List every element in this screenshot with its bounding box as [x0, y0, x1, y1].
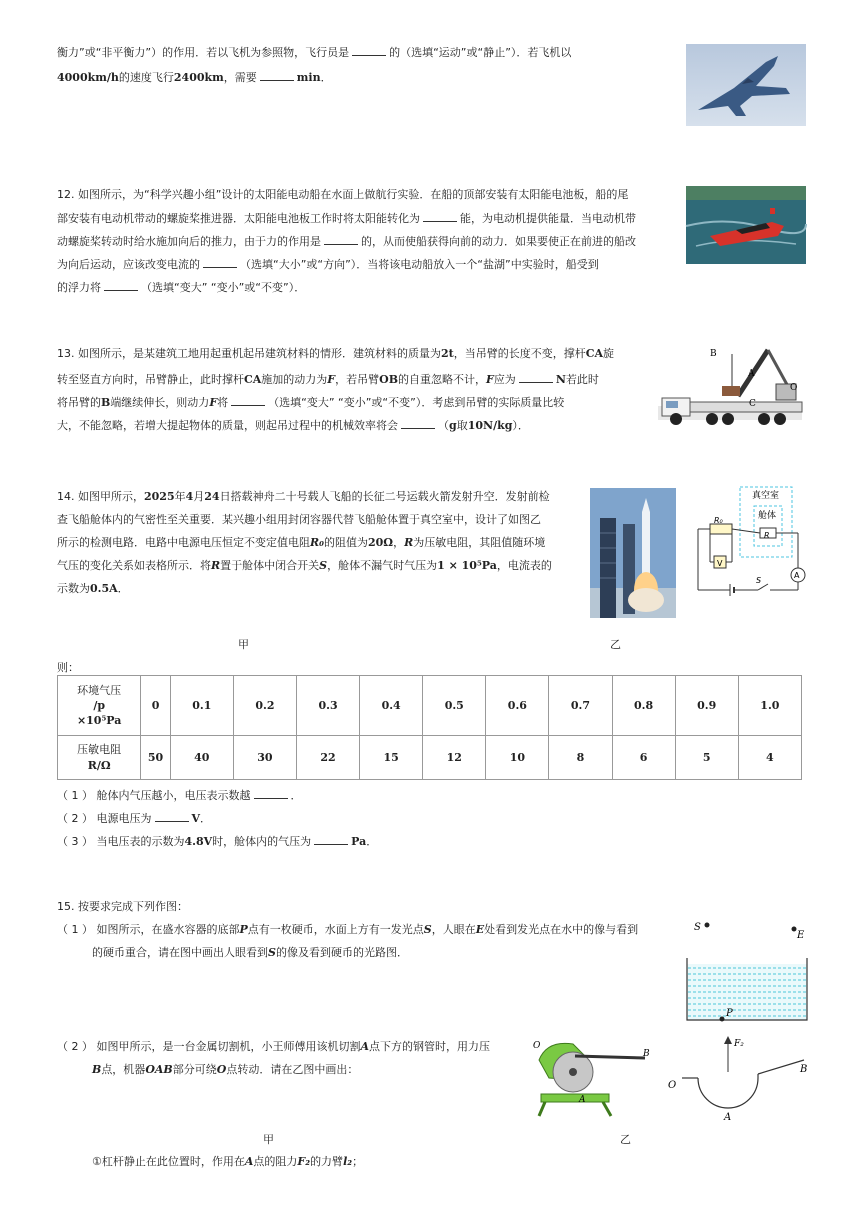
q11-text: 的（选填“运动”或“静止”）．若飞机以	[389, 46, 572, 59]
table-cell: 12	[423, 736, 486, 780]
q13-text: 施加的动力为	[261, 373, 328, 386]
q15-text: 点转动．请在乙图中画出：	[226, 1063, 359, 1076]
q15-text: ，人眼在	[431, 923, 476, 936]
crane-label-a: A	[748, 369, 755, 379]
table-cell: 30	[233, 736, 296, 780]
q13-label: CA	[585, 347, 604, 360]
q14-text: 月	[193, 490, 205, 503]
q14-num: 4.8V	[184, 835, 213, 848]
crane-label-c: C	[749, 399, 756, 409]
q13-text: （	[438, 419, 449, 432]
q14-text: 时，舱体内的气压为	[212, 835, 312, 848]
q14-text: （ 2 ） 电源电压为	[57, 812, 152, 825]
q12-line3	[57, 234, 636, 249]
q14-text: ．	[366, 835, 378, 848]
header-text: /p	[93, 699, 106, 712]
q13-mass: 2t	[441, 347, 454, 360]
q13-text: 的自重忽略不计，	[398, 373, 486, 386]
force-f2-label: F₂	[734, 1039, 744, 1049]
q14-line2	[57, 513, 541, 527]
answer-blank[interactable]	[423, 211, 457, 222]
q15-var: F₂	[297, 1155, 311, 1168]
q12-line1	[57, 188, 628, 202]
answer-blank[interactable]	[314, 834, 348, 845]
q15-var: A	[360, 1040, 370, 1053]
q14-text: ，舱体不漏气时气压为	[327, 559, 438, 572]
q12-text: 的，从而使船获得向前的动力．如果要使正在前进的船改	[361, 235, 636, 248]
table-cell: 10	[486, 736, 549, 780]
q14-unit: V	[191, 812, 201, 825]
q15-text: 的硬币重合，请在图中画出人眼看到	[92, 946, 268, 959]
q13-text: 应为	[493, 373, 516, 386]
q12-line2	[57, 211, 636, 226]
header-text: 压敏电阻	[77, 742, 122, 756]
table-cell: 15	[360, 736, 423, 780]
q13-var: F	[209, 396, 218, 409]
q14-var: R	[211, 559, 221, 572]
cutter-label-a: A	[579, 1095, 586, 1105]
q14-var: R	[404, 536, 414, 549]
q12-text: （选填“变大” “变小”或“不变”）．	[141, 281, 306, 294]
q13-var: F	[327, 373, 336, 386]
q14-var: R₀	[310, 536, 324, 549]
q14-text: （ 1 ） 舱体内气压越小，电压表示数越	[57, 789, 251, 802]
q15-text: 点，机器	[101, 1063, 146, 1076]
q13-text: 端继续伸长，则动力	[110, 396, 210, 409]
q14-text: 为压敏电阻，其阻值随环境	[413, 536, 546, 549]
q14-line3	[57, 536, 545, 550]
answer-blank[interactable]	[231, 395, 265, 406]
q11-text: 的速度飞行	[118, 71, 174, 84]
q14-unit: Pa	[351, 835, 367, 848]
q13-line4	[57, 418, 529, 433]
pressure-row	[58, 676, 802, 736]
q13-text: 若此时	[565, 373, 599, 386]
q15-text: 点有一枚硬币，水面上方有一发光点	[247, 923, 424, 936]
q14-text: 的阻值为	[323, 536, 368, 549]
q12-line4	[57, 257, 599, 272]
q12-line5	[57, 280, 305, 295]
q15-text: 处看到发光点在水中的像与看到	[484, 923, 639, 936]
q14-text: ．	[200, 812, 212, 825]
q14-num: 0.5A	[90, 582, 118, 595]
answer-blank[interactable]	[324, 234, 358, 245]
pressure-resistance-table	[57, 675, 802, 780]
switch-label: S	[756, 576, 762, 585]
q15-var: OAB	[145, 1063, 173, 1076]
q15-var: S	[423, 923, 432, 936]
answer-blank[interactable]	[352, 45, 386, 56]
pivot-o-label: O	[668, 1080, 677, 1091]
q15-p2-line1	[57, 1040, 490, 1054]
q13-text: ）．	[512, 419, 529, 432]
figure-jia-label: 甲	[238, 638, 249, 651]
q14-sub1	[57, 788, 302, 803]
cutter-label-b: B	[643, 1049, 650, 1059]
table-cell: 0.7	[549, 676, 612, 736]
q13-value: 10N/kg	[467, 419, 513, 432]
q14-text: 日搭载神舟二十号载人飞船的长征二号运载火箭发射升空．发射前检	[219, 490, 550, 503]
table-cell: 8	[549, 736, 612, 780]
q13-unit: N	[555, 373, 566, 386]
q12-text: 部安装有电动机带动的螺旋桨推进器．太阳能电池板工作时将太阳能转化为	[57, 212, 420, 225]
table-cell: 50	[141, 736, 170, 780]
table-cell: 6	[612, 736, 675, 780]
then-label: 则：	[57, 661, 79, 674]
table-cell: 0.1	[170, 676, 233, 736]
q15-p1-line1	[57, 923, 638, 937]
q13-label: OB	[379, 373, 398, 386]
q15-var: A	[244, 1155, 254, 1168]
r0-label: R₀	[714, 516, 723, 525]
crane-label-o: O	[790, 383, 798, 393]
q12-text: 为向后运动，应该改变电流的	[57, 258, 200, 271]
header-text: ×10⁵Pa	[76, 714, 122, 727]
q15-text: 点下方的钢管时，用力压	[369, 1040, 491, 1053]
voltmeter-label: V	[717, 559, 723, 568]
q14-text: 示数为	[57, 582, 90, 595]
q15-var: B	[92, 1063, 102, 1076]
q11-distance: 2400km	[173, 71, 224, 84]
q15-var: O	[216, 1063, 227, 1076]
table-cell: 1.0	[738, 676, 801, 736]
q13-text: ，若吊臂	[335, 373, 380, 386]
detection-circuit-diagram	[690, 486, 808, 596]
table-cell: 0	[141, 676, 170, 736]
q14-text: 14. 如图甲所示，	[57, 490, 144, 503]
water-container-diagram	[686, 918, 812, 1024]
header-text: R/Ω	[87, 758, 111, 772]
q13-label: B	[101, 396, 111, 409]
q13-text: ，当吊臂的长度不变，撑杆	[453, 347, 586, 360]
figure-jia-label-2: 甲	[263, 1133, 274, 1146]
solar-boat-photo	[686, 186, 806, 264]
q13-label: CA	[244, 373, 262, 386]
q13-line3	[57, 395, 564, 410]
q14-text: （ 3 ） 当电压表的示数为	[57, 835, 185, 848]
q15-text: 部分可绕	[172, 1063, 217, 1076]
q12-text: 的浮力将	[57, 281, 101, 294]
figure-yi-label-2: 乙	[620, 1133, 631, 1146]
q14-line5	[57, 582, 129, 596]
answer-blank[interactable]	[155, 811, 189, 822]
q15-var: E	[475, 923, 485, 936]
q14-num: 1 × 10⁵Pa	[437, 559, 497, 572]
table-cell: 0.9	[675, 676, 738, 736]
point-a-label: A	[724, 1112, 732, 1123]
resistance-row	[58, 736, 802, 780]
q11-speed: 4000km/h	[57, 71, 119, 84]
q11-line2	[57, 70, 332, 85]
answer-blank[interactable]	[260, 70, 294, 81]
q15-p1-line2	[92, 946, 408, 960]
q13-var: F	[486, 373, 494, 386]
q15-text: 点的阻力	[253, 1155, 298, 1168]
q13-text: 将吊臂的	[57, 396, 101, 409]
q14-text: 气压的变化关系如表格所示．将	[57, 559, 211, 572]
q14-line4	[57, 559, 552, 573]
q14-sub3	[57, 834, 377, 849]
point-b-label: B	[800, 1064, 808, 1075]
q13-line1	[57, 347, 614, 361]
eye-e-label: E	[797, 930, 805, 941]
q13-line2	[57, 372, 599, 387]
table-cell: 0.4	[360, 676, 423, 736]
fighter-jet-photo	[686, 44, 806, 126]
q14-text: ，	[393, 536, 405, 549]
q15-var: S	[268, 946, 276, 959]
q14-text: ．	[117, 582, 129, 595]
q14-text: 所示的检测电路．电路中电源电压恒定不变定值电阻	[57, 536, 310, 549]
table-cell: 0.2	[233, 676, 296, 736]
q14-text: 查飞船舱体内的气密性至关重要．某兴趣小组用封闭容器代替飞船舱体置于真空室中，设计了如图乙	[57, 513, 541, 526]
q12-text: 能，为电动机提供能量．当电动机带	[460, 212, 636, 225]
q15-text: （ 2 ） 如图甲所示，是一台金属切割机，小王师傅用该机切割	[57, 1040, 361, 1053]
answer-blank[interactable]	[401, 418, 435, 429]
q13-text: 大，不能忽略，若增大提起物体的质量，则起吊过程中的机械效率将会	[57, 419, 398, 432]
table-cell: 22	[296, 736, 359, 780]
cabin-label: 舱体	[758, 511, 777, 521]
table-cell: 0.5	[423, 676, 486, 736]
cutter-label-o: O	[533, 1041, 541, 1051]
q11-text: 衡力”或“非平衡力”）的作用．若以飞机为参照物，飞行员是	[57, 46, 350, 59]
q12-text: （选填“大小”或“方向”）．当将该电动船放入一个“盐湖”中实验时，船受到	[240, 258, 599, 271]
q14-num: 2025	[144, 490, 175, 503]
q15-text: （ 1 ） 如图所示，在盛水容器的底部	[57, 923, 240, 936]
q11-unit: min	[296, 71, 321, 84]
q13-text: 旋	[603, 347, 615, 360]
q15-text: ；	[352, 1155, 364, 1168]
q11-text: ．	[320, 71, 332, 84]
q14-text: 年	[174, 490, 186, 503]
answer-blank[interactable]	[254, 788, 288, 799]
q15-title: 15. 按要求完成下列作图：	[57, 900, 188, 913]
vacuum-chamber-label: 真空室	[752, 491, 780, 501]
metal-cutting-machine-photo	[527, 1032, 657, 1118]
q13-text: 转至竖直方向时，吊臂静止，此时撑杆	[57, 373, 244, 386]
q14-text: ．	[290, 789, 302, 802]
answer-blank[interactable]	[203, 257, 237, 268]
figure-yi-label: 乙	[610, 638, 621, 651]
rocket-launch-photo	[590, 488, 676, 618]
resistance-header	[58, 736, 141, 780]
q15-text: ①杠杆静止在此位置时，作用在	[92, 1155, 245, 1168]
table-cell: 4	[738, 736, 801, 780]
table-cell: 0.6	[486, 676, 549, 736]
q13-text: 13. 如图所示，是某建筑工地用起重机起吊建筑材料的情形．建筑材料的质量为	[57, 347, 441, 360]
q15-var: P	[239, 923, 248, 936]
crane-label-b: B	[710, 349, 717, 359]
answer-blank[interactable]	[519, 372, 553, 383]
q12-text: 12. 如图所示，为“科学兴趣小组”设计的太阳能电动船在水面上做航行实验．在船的顶部安装有太阳能电池板，船的尾	[57, 188, 629, 201]
sensor-r-label: R	[764, 531, 770, 540]
header-text: 环境气压	[77, 684, 122, 697]
crane-truck-photo	[652, 340, 807, 432]
q11-line1	[57, 45, 571, 60]
q15-text: 的力臂	[310, 1155, 344, 1168]
q14-text: 置于舱体中闭合开关	[220, 559, 320, 572]
lever-diagram	[664, 1032, 814, 1123]
q13-text: （选填“变大” “变小”或“不变”）．考虑到吊臂的实际质量比较	[268, 396, 565, 409]
q13-text: 将	[217, 396, 229, 409]
q12-text: 动螺旋桨转动时给水施加向后的推力，由于力的作用是	[57, 235, 321, 248]
q14-text: ，电流表的	[496, 559, 552, 572]
table-cell: 5	[675, 736, 738, 780]
q14-num: 4	[185, 490, 194, 503]
q15-p3	[92, 1155, 363, 1169]
q14-num: 20Ω	[367, 536, 394, 549]
q13-var: g	[449, 419, 457, 432]
q11-text: ，需要	[223, 71, 257, 84]
answer-blank[interactable]	[104, 280, 138, 291]
q14-line1	[57, 490, 550, 504]
ammeter-label: A	[794, 571, 800, 580]
table-cell: 40	[170, 736, 233, 780]
q14-var: S	[319, 559, 328, 572]
q15-p2-line2	[92, 1063, 358, 1077]
q14-sub2	[57, 811, 211, 826]
table-cell: 0.8	[612, 676, 675, 736]
coin-p-label: P	[726, 1008, 733, 1019]
q14-num: 24	[204, 490, 220, 503]
q15-var: l₂	[343, 1155, 353, 1168]
point-s-label: S	[694, 922, 701, 933]
table-cell: 0.3	[296, 676, 359, 736]
q15-text: 的像及看到硬币的光路图．	[275, 946, 408, 959]
q13-text: 取	[456, 419, 468, 432]
pressure-header	[58, 676, 141, 736]
